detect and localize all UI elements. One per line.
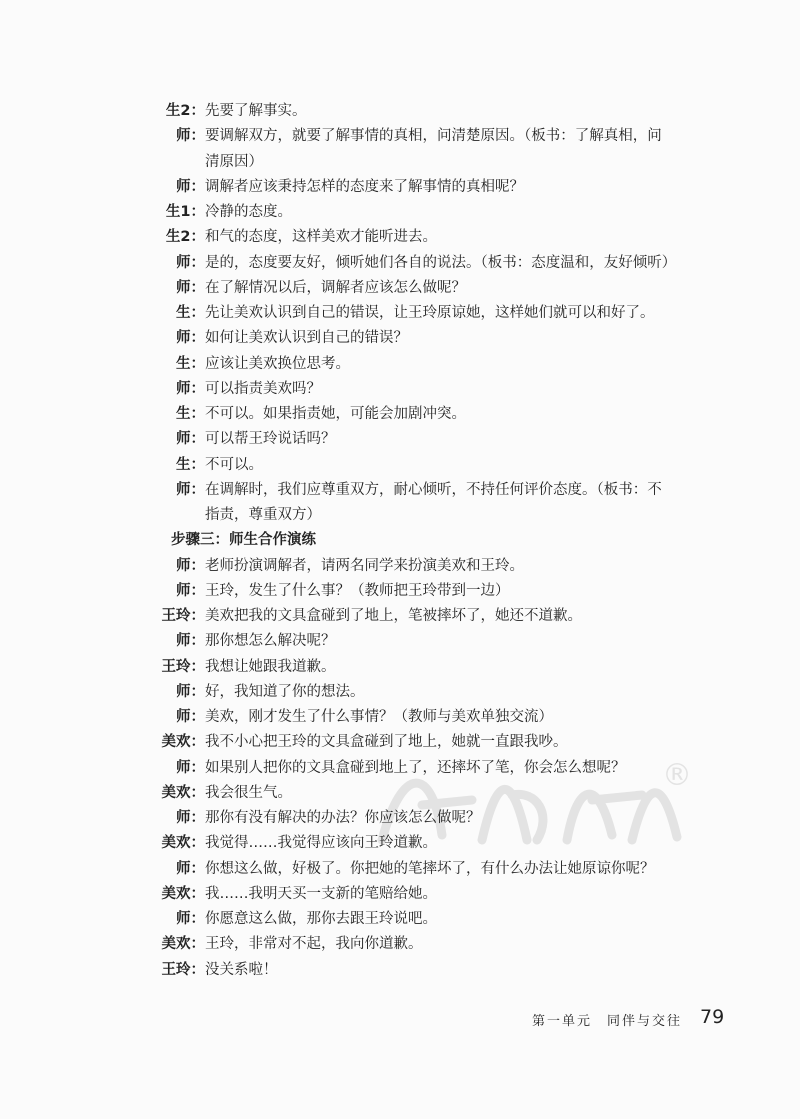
utterance-text: 没关系啦！	[205, 961, 278, 978]
speaker-label: 师：	[176, 279, 205, 296]
speaker-label: 美欢：	[161, 734, 205, 751]
speaker-label: 生1：	[165, 204, 205, 220]
speaker-label: 生：	[176, 305, 205, 321]
speaker-label: 王玲：	[161, 961, 205, 978]
speaker-label: 师：	[176, 810, 205, 826]
speaker-label: 生：	[176, 456, 205, 473]
dialogue-line	[140, 580, 710, 602]
utterance-text: 可以指责美欢吗？	[205, 380, 321, 397]
utterance-text: 可以帮王玲说话吗？	[205, 431, 336, 448]
utterance-text: 如果别人把你的文具盒碰到地上了，还摔坏了笔，你会怎么想呢？	[205, 759, 626, 776]
dialogue-line	[140, 428, 710, 450]
utterance-text: 是的，态度要友好，倾听她们各自的说法。（板书：态度温和，友好倾听）	[205, 254, 677, 271]
dialogue-line	[140, 151, 710, 173]
speaker-label: 师：	[176, 330, 205, 347]
dialogue-line	[140, 378, 710, 400]
utterance-text: 在了解情况以后，调解者应该怎么做呢？	[205, 279, 466, 296]
speaker-label: 王玲：	[161, 658, 205, 675]
utterance-text: 要调解双方，就要了解事情的真相，问清楚原因。（板书：了解真相，问	[205, 128, 662, 145]
utterance-text: 应该让美欢换位思考。	[205, 355, 350, 372]
utterance-text: 美欢把我的文具盒碰到了地上，笔被摔坏了，她还不道歉。	[205, 608, 582, 624]
publisher-watermark-logo	[362, 745, 702, 865]
dialogue-line	[140, 454, 710, 476]
speaker-label: 师：	[176, 557, 205, 574]
utterance-text: 你愿意这么做，那你去跟王玲说吧。	[205, 911, 437, 927]
utterance-text: 指责，尊重双方）	[205, 507, 321, 523]
footer-unit-title: 第一单元 同伴与交往	[532, 1014, 683, 1029]
utterance-text: 先要了解事实。	[205, 103, 307, 119]
dialogue-line	[140, 504, 710, 526]
dialogue-line	[140, 327, 710, 349]
step-heading-text: 步骤三：师生合作演练	[171, 532, 316, 549]
dialogue-line	[140, 479, 710, 501]
dialogue-line	[140, 883, 710, 905]
dialogue-line	[140, 100, 710, 122]
dialogue-line	[140, 226, 710, 248]
page-number: 79	[700, 1006, 725, 1028]
dialogue-line	[140, 605, 710, 627]
registered-mark: ®	[662, 758, 692, 793]
dialogue-line	[140, 933, 710, 955]
utterance-text: 不可以。	[205, 456, 263, 473]
speaker-label: 师：	[176, 911, 205, 927]
speaker-label: 师：	[176, 860, 205, 877]
speaker-label: 师：	[176, 683, 205, 700]
dialogue-line	[140, 277, 710, 299]
utterance-text: 我想让她跟我道歉。	[205, 658, 336, 675]
dialogue-line	[140, 252, 710, 274]
dialogue-line	[140, 908, 710, 930]
dialogue-line	[140, 630, 710, 652]
utterance-text: 那你有没有解决的办法？你应该怎么做呢？	[205, 810, 481, 826]
utterance-text: 如何让美欢认识到自己的错误？	[205, 330, 408, 347]
speaker-label: 生2：	[165, 229, 205, 246]
dialogue-line	[140, 201, 710, 223]
utterance-text: 你想这么做，好极了。你把她的笔摔坏了，有什么办法让她原谅你呢？	[205, 860, 655, 877]
utterance-text: 清原因）	[205, 153, 263, 170]
dialogue-line	[140, 681, 710, 703]
dialogue-line	[140, 706, 710, 728]
dialogue-line	[140, 302, 710, 324]
speaker-label: 美欢：	[161, 835, 205, 852]
dialogue-line	[140, 125, 710, 147]
speaker-label: 师：	[176, 582, 205, 599]
speaker-label: 生2：	[165, 103, 205, 119]
utterance-text: 老师扮演调解者，请两名同学来扮演美欢和王玲。	[205, 557, 524, 574]
speaker-label: 师：	[176, 380, 205, 397]
utterance-text: 我不小心把王玲的文具盒碰到了地上，她就一直跟我吵。	[205, 734, 568, 751]
utterance-text: 好，我知道了你的想法。	[205, 683, 365, 700]
speaker-label: 师：	[176, 709, 205, 725]
utterance-text: 不可以。如果指责她，可能会加剧冲突。	[205, 406, 466, 422]
speaker-label: 王玲：	[161, 608, 205, 624]
dialogue-line	[140, 403, 710, 425]
dialogue-line	[140, 555, 710, 577]
speaker-label: 师：	[176, 178, 205, 195]
speaker-label: 美欢：	[161, 784, 205, 801]
dialogue-line	[140, 353, 710, 375]
speaker-label: 师：	[176, 254, 205, 271]
utterance-text: 我会很生气。	[205, 784, 292, 801]
speaker-label: 生：	[176, 406, 205, 422]
dialogue-line	[140, 959, 710, 981]
utterance-text: 美欢，刚才发生了什么事情？（教师与美欢单独交流）	[205, 709, 553, 725]
utterance-text: 在调解时，我们应尊重双方，耐心倾听，不持任何评价态度。（板书：不	[205, 481, 662, 498]
utterance-text: 冷静的态度。	[205, 204, 292, 220]
utterance-text: 先让美欢认识到自己的错误，让王玲原谅她，这样她们就可以和好了。	[205, 305, 655, 321]
utterance-text: 王玲，发生了什么事？（教师把王玲带到一边）	[205, 582, 510, 599]
utterance-text: 调解者应该秉持怎样的态度来了解事情的真相呢？	[205, 178, 524, 195]
dialogue-line	[140, 656, 710, 678]
speaker-label: 师：	[176, 481, 205, 498]
step-heading	[140, 529, 710, 551]
utterance-text: 王玲，非常对不起，我向你道歉。	[205, 936, 423, 953]
speaker-label: 美欢：	[161, 936, 205, 953]
speaker-label: 生：	[176, 355, 205, 372]
speaker-label: 师：	[176, 128, 205, 145]
utterance-text: 我觉得……我觉得应该向王玲道歉。	[205, 835, 437, 852]
utterance-text: 我……我明天买一支新的笔赔给她。	[205, 885, 437, 902]
utterance-text: 和气的态度，这样美欢才能听进去。	[205, 229, 437, 246]
speaker-label: 美欢：	[161, 885, 205, 902]
speaker-label: 师：	[176, 633, 205, 650]
utterance-text: 那你想怎么解决呢？	[205, 633, 336, 650]
speaker-label: 师：	[176, 759, 205, 776]
speaker-label: 师：	[176, 431, 205, 448]
dialogue-line	[140, 176, 710, 198]
